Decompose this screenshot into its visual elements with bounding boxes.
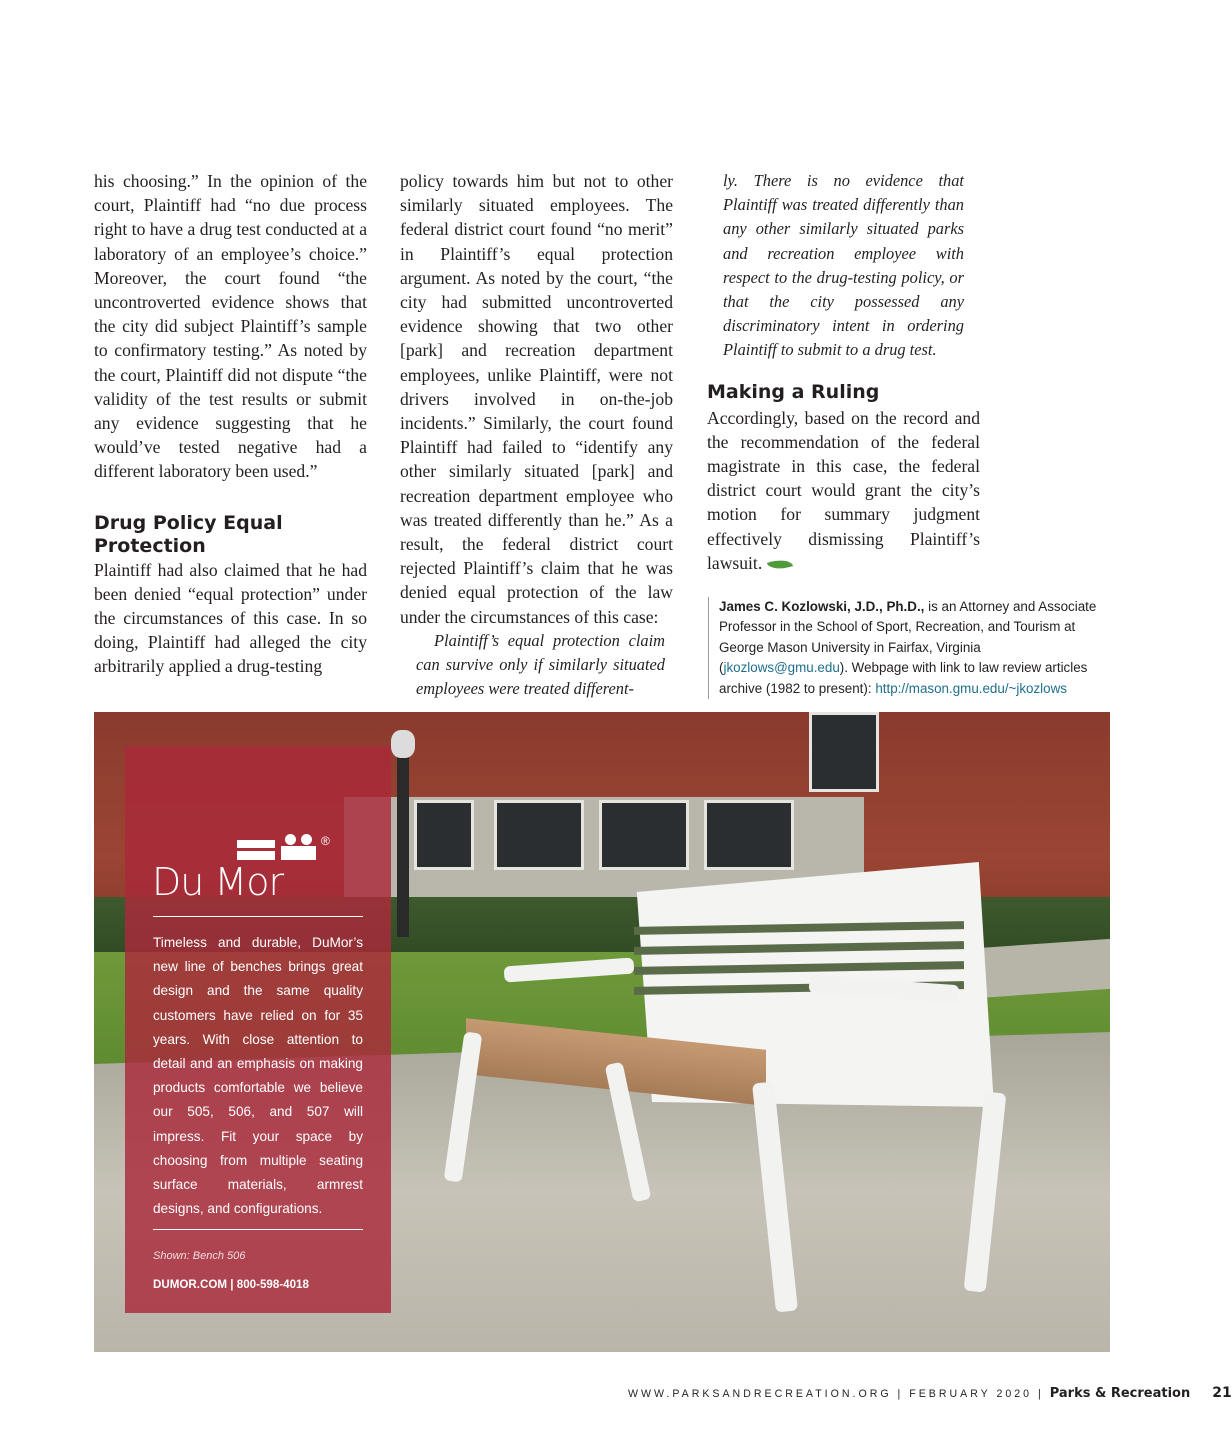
building-window [599, 800, 689, 870]
footer-separator: | [891, 1388, 910, 1400]
footer-magazine-title: Parks & Recreation [1049, 1386, 1191, 1401]
registered-mark: ® [321, 834, 330, 848]
building-window [494, 800, 584, 870]
logo-bar [237, 840, 275, 848]
ad-divider [153, 916, 363, 917]
logo-bar [237, 851, 275, 860]
author-email-link[interactable]: jkozlows@gmu.edu [723, 660, 840, 676]
page-number: 21 [1212, 1385, 1232, 1401]
logo-dot [301, 834, 312, 845]
building-window [809, 712, 879, 792]
bio-text: is an Attorney and Associate Professor in the School of Sport, Recreation, and Tourism at George Mason University in Fairfax, Virginia ( [719, 599, 1097, 676]
body-paragraph: policy towards him but not to other similarly situated employees. The federal district court found “no merit” in Plaintiff’s equal protection argument. As noted by the court, “the city had submitted uncontroverted evidence showing that two other [park] and recreation department employees, unlike Plaintiff, were not drivers involved in on-the-job incidents.” Similarly, the court found Plaintiff had failed to “identify any other similarly situated [park] and recreation department employee who was treated differently than he.” As a result, the federal district court rejected Plaintiff’s claim that he was denied equal protection of the law under the circumstances of this case: [400, 171, 673, 627]
dumor-ad-panel [125, 746, 391, 1313]
article-column-2 [400, 169, 673, 701]
section-heading-making-a-ruling: Making a Ruling [707, 380, 880, 403]
bio-text: ). Webpage with link to law review articles archive (1982 to present): [719, 660, 1088, 696]
ad-caption: Shown: Bench 506 [153, 1250, 246, 1262]
ad-description: Timeless and durable, DuMor’s new line of benches brings great design and the same quality customers have relied on for 35 years. With close attention to detail and an emphasis on making products comfortable we believe our 505, 506, and 507 will impress. Fit your space by choosing from multiple seating surface materials, armrest designs, and configurations. [153, 935, 363, 1217]
leaf-end-mark-icon [767, 556, 793, 574]
article-column-1 [94, 169, 367, 679]
law-review-archive-link[interactable]: http://mason.gmu.edu/~jkozlows [875, 680, 1067, 696]
author-name: James C. Kozlowski, J.D., Ph.D., [719, 599, 925, 614]
footer-site[interactable]: WWW.PARKSANDRECREATION.ORG [628, 1388, 892, 1400]
ad-divider [153, 1229, 363, 1230]
author-bio [708, 597, 1108, 699]
lamp-head [391, 730, 415, 758]
lamp-post [397, 737, 409, 937]
footer-date: FEBRUARY 2020 [909, 1388, 1033, 1400]
building-window [414, 800, 474, 870]
ad-contact[interactable]: DUMOR.COM | 800-598-4018 [153, 1278, 309, 1291]
building-window [704, 800, 794, 870]
footer-separator: | [1032, 1388, 1050, 1400]
article-column-3 [707, 169, 980, 575]
page-footer [628, 1385, 1232, 1401]
block-quote: Plaintiff’s equal protection claim can survive only if similarly situated employees were treated different- [416, 630, 665, 699]
block-quote-continued: ly. There is no evidence that Plaintiff was treated differently than any other similarly situated parks and recreation employee with respect to the drug-testing policy, or that the city possessed any discriminatory intent in ordering Plaintiff to submit to a drug test. [723, 171, 964, 360]
logo-dot [285, 834, 296, 845]
body-paragraph [707, 406, 980, 575]
logo-block [281, 846, 316, 860]
body-paragraph: Plaintiff had also claimed that he had been denied “equal protection” under the circumstances of this case. In so doing, Plaintiff had alleged the city arbitrarily applied a drug-testing [94, 559, 367, 677]
dumor-logo-text: Du Mor [152, 860, 284, 904]
closing-paragraph-text: Accordingly, based on the record and the recommendation of the federal magistrate in this case, the federal district court would grant the city’s motion for summary judgment effectively dismissing Plaintiff’s lawsuit. [707, 407, 980, 573]
body-paragraph: his choosing.” In the opinion of the court, Plaintiff had “no due process right to have a drug test conducted at a laboratory of an employee’s choice.” Moreover, the court found “the uncontroverted evidence shows that the city did subject Plaintiff’s sample to confirmatory testing.” As noted by the court, Plaintiff did not dispute “the validity of the test results or submit any evidence suggesting that he would’ve tested negative had a different laboratory been used.” [94, 171, 367, 482]
section-heading-drug-policy: Drug Policy Equal Protection [94, 511, 283, 557]
